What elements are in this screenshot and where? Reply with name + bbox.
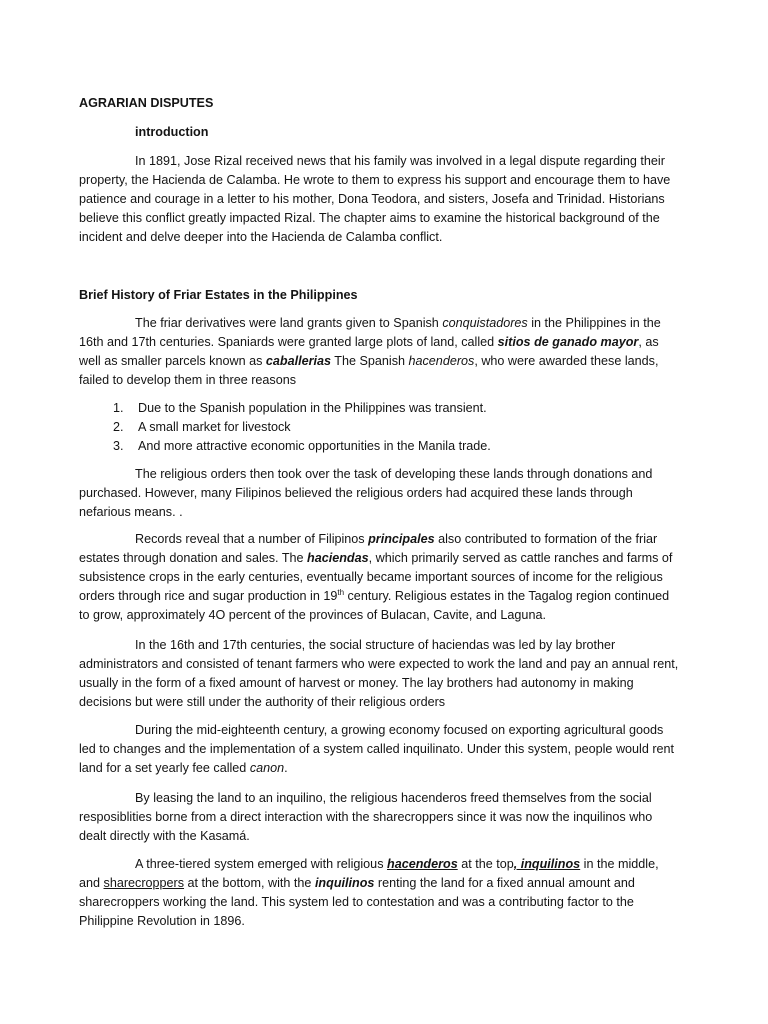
text-run: , which primarily served as cattle ranches and farms of subsistence crops in the early centuries, eventually became important sources of income for the religious orders through rice and sugar production in 19 (79, 551, 673, 603)
term-inquilinos: inquilinos (314, 876, 375, 890)
inquilinato-paragraph (79, 721, 679, 778)
term-sitios: sitios de ganado mayor (497, 335, 639, 349)
term-sharecroppers-underlined: sharecroppers (103, 876, 185, 890)
text-run: renting the land for a fixed annual amount and sharecroppers working the land. This system led to contestation and was a contributing factor to the Philippine Revolution in 1896. (79, 876, 635, 928)
list-item (79, 418, 679, 437)
list-number: 1. (113, 401, 124, 415)
friar-derivatives-paragraph (79, 314, 679, 390)
list-item-text: A small market for livestock (138, 420, 291, 434)
leasing-paragraph: By leasing the land to an inquilino, the religious hacenderos freed themselves from the social resposiblities borne from a direct interaction with the sharecroppers since it was now the inquilinos who dealt directly with the Kasamá. (79, 791, 653, 843)
term-haciendas: haciendas (307, 551, 369, 565)
term-hacenderos: hacenderos (408, 354, 475, 368)
list-item-text: Due to the Spanish population in the Philippines was transient. (138, 401, 487, 415)
term-hacenderos-underlined: hacenderos (387, 857, 458, 871)
principales-paragraph (79, 530, 679, 625)
reasons-list (79, 399, 679, 456)
text-run: During the mid-eighteenth century, a growing economy focused on exporting agricultural goods led to changes and the implementation of a system called inquilinato. Under this system, people would rent land for a set yearly fee called (79, 723, 675, 775)
list-number: 3. (113, 439, 124, 453)
text-run: The Spanish (331, 354, 409, 368)
term-conquistadores: conquistadores (442, 316, 528, 330)
text-run: A three-tiered system emerged with religious (135, 857, 387, 871)
section-heading: Brief History of Friar Estates in the Philippines (79, 288, 358, 302)
text-run: at the top (457, 857, 514, 871)
text-run: The friar derivatives were land grants given to Spanish (135, 316, 443, 330)
document-title: AGRARIAN DISPUTES (79, 96, 214, 110)
social-structure-paragraph: In the 16th and 17th centuries, the social structure of haciendas was led by lay brother administrators and consisted of tenant farmers who were expected to work the land and pay an annual rent, usually in the form of a fixed amount of harvest or money. The lay brothers had autonomy in making decisions but were still under the authority of their religious orders (79, 638, 679, 709)
text-run: also contributed to formation of the friar estates through donation and sales. The (79, 532, 658, 565)
list-item (79, 399, 679, 418)
text-run: century. Religious estates in the Tagalog region continued to grow, approximately 4O percent of the provinces of Bulacan, Cavite, and Laguna. (79, 589, 670, 622)
text-run: in the middle, and (79, 857, 659, 890)
three-tiered-paragraph (79, 855, 679, 931)
religious-orders-paragraph: The religious orders then took over the task of developing these lands through donations and purchased. However, many Filipinos believed the religious orders had acquired these lands through nefarious means. . (79, 467, 653, 519)
list-item (79, 437, 679, 456)
term-caballerias: caballerias (265, 354, 332, 368)
superscript: th (337, 587, 345, 597)
intro-heading: introduction (135, 125, 209, 139)
list-item-text: And more attractive economic opportunities in the Manila trade. (138, 439, 491, 453)
text-run: Records reveal that a number of Filipinos (135, 532, 369, 546)
text-run: , who were awarded these lands, failed to develop them in three reasons (79, 354, 659, 387)
intro-paragraph: In 1891, Jose Rizal received news that his family was involved in a legal dispute regarding their property, the Hacienda de Calamba. He wrote to them to express his support and encourage them to have patience and courage in a letter to his mother, Dona Teodora, and sisters, Josefa and Trinidad. Historians believe this conflict greatly impacted Rizal. The chapter aims to examine the historical background of the incident and delve deeper into the Hacienda de Calamba conflict. (79, 154, 671, 244)
text-run: . (284, 761, 288, 775)
term-inquilinos-underlined: , inquilinos (513, 857, 581, 871)
text-run: at the bottom, with the (184, 876, 315, 890)
term-principales: principales (368, 532, 435, 546)
term-canon: canon (249, 761, 285, 775)
text-run: , as well as smaller parcels known as (79, 335, 659, 368)
list-number: 2. (113, 420, 124, 434)
text-run: in the Philippines in the 16th and 17th centuries. Spaniards were granted large plots of land, called (79, 316, 661, 349)
